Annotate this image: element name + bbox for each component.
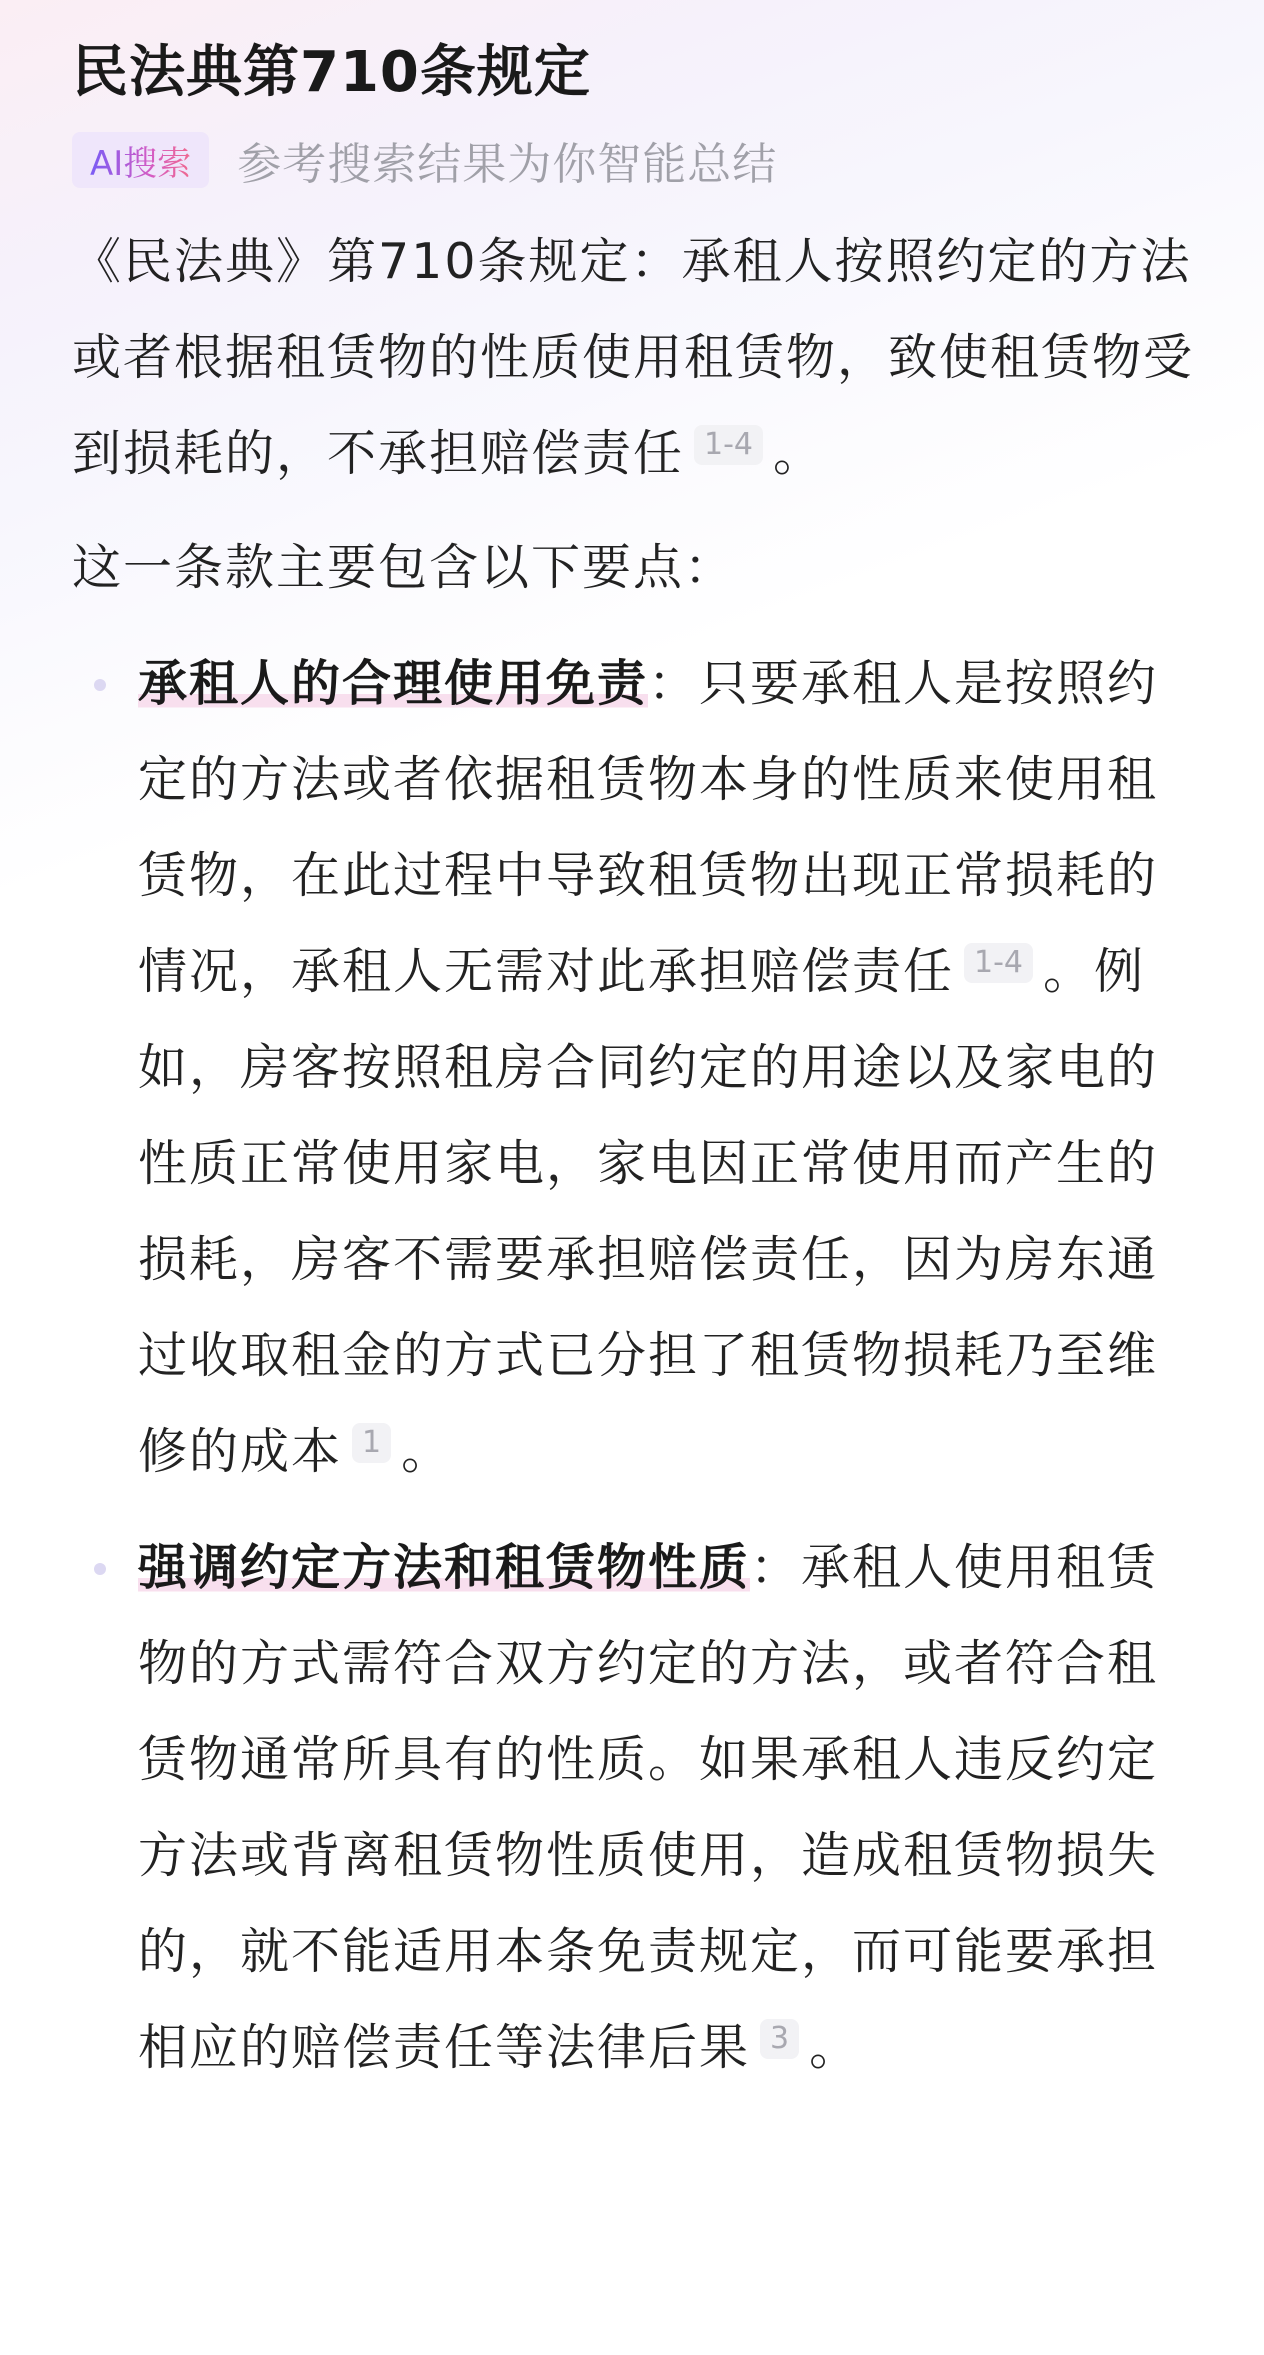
- point-text: [138, 1520, 1202, 2096]
- source-row: [72, 128, 1202, 192]
- citation-badge[interactable]: 1-4: [694, 425, 763, 465]
- point-text: [138, 636, 1202, 1500]
- point-body: ：承租人使用租赁物的方式需符合双方约定的方法，或者符合租赁物通常所具有的性质。如果承租人违反约定方法或背离租赁物性质使用，造成租赁物损失的，就不能适用本条免责规定，而可能要承担相应的赔偿责任等法律后果: [138, 1539, 1159, 2076]
- key-points-list: [72, 636, 1202, 2096]
- intro-text: 《民法典》第710条规定：承租人按照约定的方法或者根据租赁物的性质使用租赁物，致使租赁物受到损耗的，不承担赔偿责任: [72, 233, 1195, 482]
- ai-summary-card: [72, 28, 1202, 2116]
- point-body-continued: 。例如，房客按照租房合同约定的用途以及家电的性质正常使用家电，家电因正常使用而产生的损耗，房客不需要承担赔偿责任，因为房东通过收取租金的方式已分担了租赁物损耗乃至维修的成本: [138, 943, 1159, 1480]
- bullet-icon: [94, 1563, 106, 1575]
- ai-search-badge-label: AI搜索: [90, 136, 191, 185]
- intro-paragraph: [72, 214, 1202, 502]
- bullet-icon: [94, 679, 106, 691]
- point-body: ：只要承租人是按照约定的方法或者依据租赁物本身的性质来使用租赁物，在此过程中导致租赁物出现正常损耗的情况，承租人无需对此承担赔偿责任: [138, 655, 1159, 1000]
- citation-badge[interactable]: 1-4: [964, 943, 1033, 983]
- ai-search-badge[interactable]: [72, 132, 209, 188]
- source-note: 参考搜索结果为你智能总结: [237, 139, 778, 190]
- point-heading: 承租人的合理使用免责: [138, 655, 649, 712]
- point-heading: 强调约定方法和租赁物性质: [138, 1539, 751, 1596]
- point-end: 。: [809, 2019, 861, 2076]
- citation-badge[interactable]: 1: [352, 1423, 391, 1463]
- list-item: [72, 1520, 1202, 2096]
- list-item: [72, 636, 1202, 1500]
- point-end: 。: [401, 1423, 453, 1480]
- intro-end: 。: [773, 425, 825, 482]
- lead-paragraph: 这一条款主要包含以下要点：: [72, 539, 736, 596]
- page-title: 民法典第710条规定: [72, 40, 591, 105]
- citation-badge[interactable]: 3: [760, 2019, 799, 2059]
